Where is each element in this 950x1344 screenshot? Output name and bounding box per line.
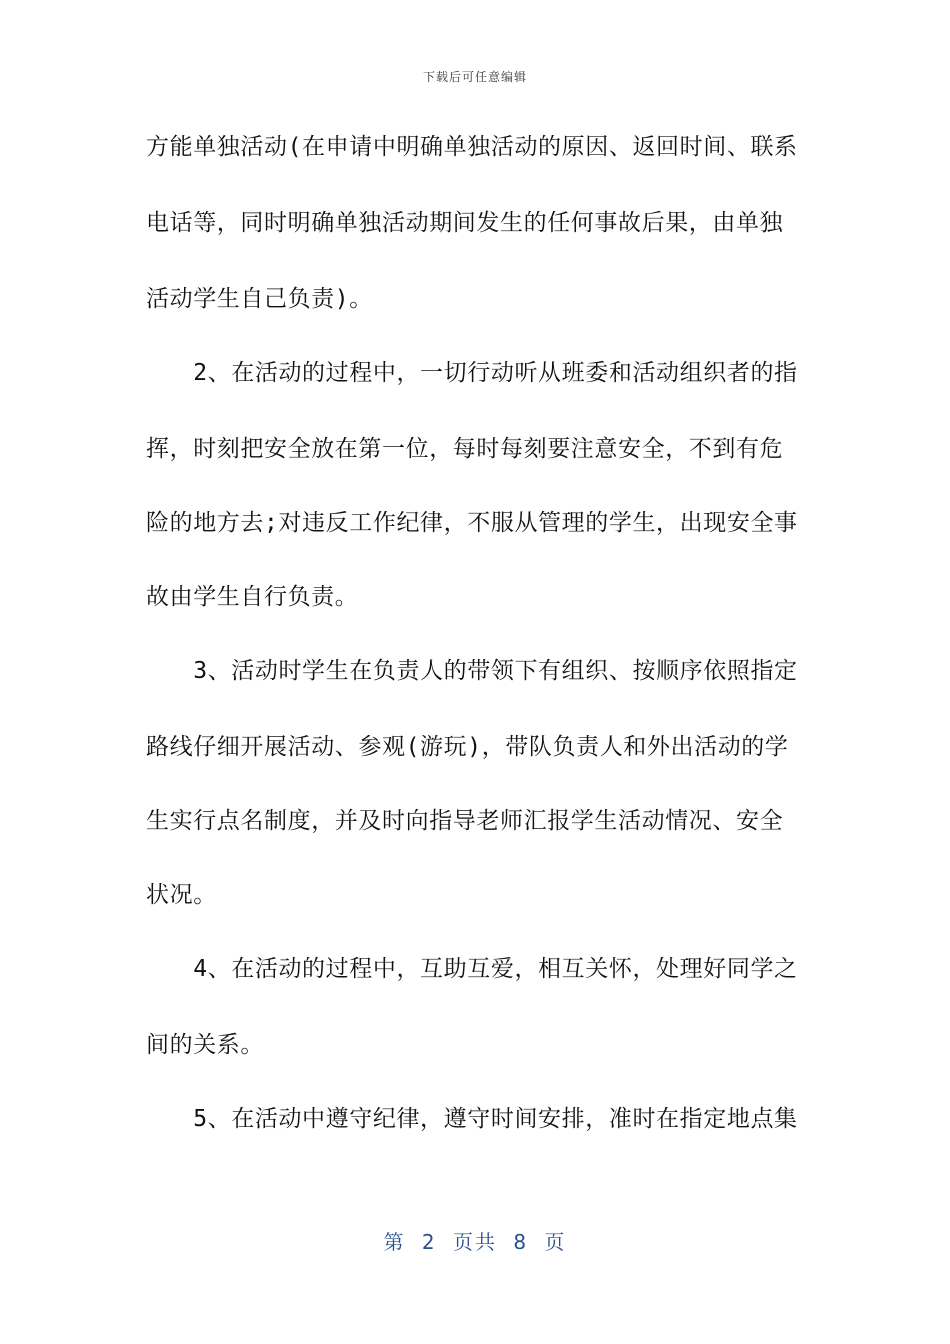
text-line: 生实行点名制度，并及时向指导老师汇报学生活动情况、安全 — [146, 808, 784, 834]
text-line: 间的关系。 — [146, 1032, 264, 1058]
text-line: 险的地方去;对违反工作纪律，不服从管理的学生，出现安全事 — [146, 510, 798, 536]
page-number-footer: 第 2 页共 8 页 — [383, 1230, 567, 1254]
text-line: 故由学生自行负责。 — [146, 584, 359, 610]
text-line: 方能单独活动(在申请中明确单独活动的原因、返回时间、联系 — [146, 134, 798, 160]
header-note: 下载后可任意编辑 — [422, 70, 527, 84]
text-line: 3、活动时学生在负责人的带领下有组织、按顺序依照指定 — [146, 658, 798, 684]
text-line: 5、在活动中遵守纪律，遵守时间安排，准时在指定地点集 — [146, 1106, 798, 1132]
text-line: 活动学生自己负责)。 — [146, 286, 373, 312]
text-line: 电话等，同时明确单独活动期间发生的任何事故后果，由单独 — [146, 210, 784, 236]
text-line: 4、在活动的过程中，互助互爱，相互关怀，处理好同学之 — [146, 956, 798, 982]
text-line: 挥，时刻把安全放在第一位，每时每刻要注意安全，不到有危 — [146, 436, 784, 462]
text-line: 路线仔细开展活动、参观(游玩)，带队负责人和外出活动的学 — [146, 734, 789, 760]
text-line: 状况。 — [146, 882, 217, 908]
text-line: 2、在活动的过程中，一切行动听从班委和活动组织者的指 — [146, 360, 798, 386]
